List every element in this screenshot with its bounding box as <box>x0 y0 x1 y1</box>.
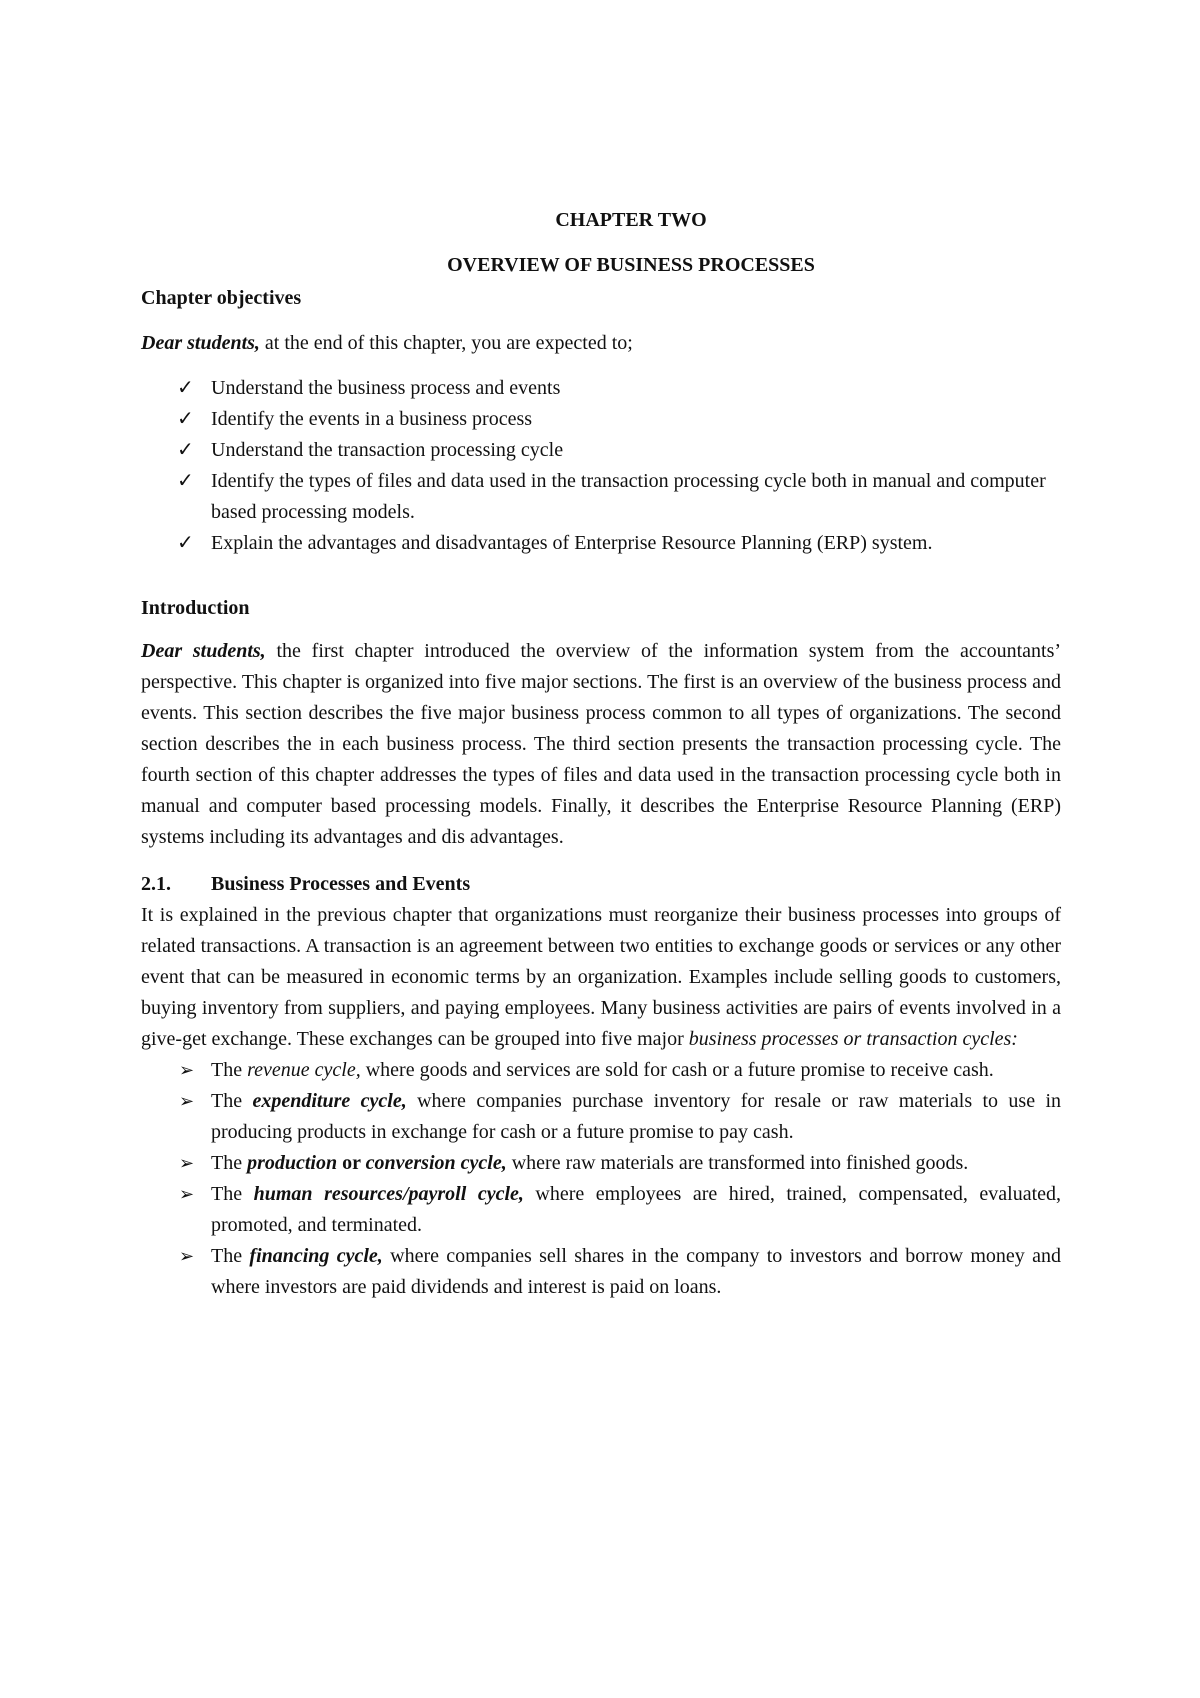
arrow-bullet-icon: ➢ <box>179 1153 195 1173</box>
objective-text: Identify the events in a business process <box>211 408 533 430</box>
cycle-description: where companies sell shares in the company to investors and borrow money and where investors are paid dividends and interest is paid on loans. <box>211 1245 1061 1298</box>
cycles-list <box>141 1055 1061 1303</box>
cycle-item-human-resources <box>141 1179 1061 1241</box>
chapter-label: CHAPTER TWO <box>555 209 707 231</box>
arrow-bullet-icon: ➢ <box>179 1184 195 1204</box>
chapter-title: OVERVIEW OF BUSINESS PROCESSES <box>447 254 815 276</box>
arrow-bullet-icon: ➢ <box>179 1246 195 1266</box>
cycle-description: where companies purchase inventory for resale or raw materials to use in producing products in exchange for cash or a future promise to pay cash. <box>211 1090 1062 1143</box>
cycle-term-joiner: or <box>337 1152 366 1174</box>
check-icon: ✓ <box>177 439 194 461</box>
cycle-term: human resources/payroll cycle, <box>253 1183 524 1205</box>
cycle-pre: The <box>211 1245 250 1267</box>
objectives-heading: Chapter objectives <box>141 287 302 309</box>
objective-item <box>141 373 1061 404</box>
objective-item <box>141 435 1061 466</box>
arrow-bullet-icon: ➢ <box>179 1091 195 1111</box>
introduction-heading: Introduction <box>141 597 250 619</box>
cycle-description: where raw materials are transformed into finished goods. <box>506 1152 969 1174</box>
arrow-bullet-icon: ➢ <box>179 1060 195 1080</box>
cycle-pre: The <box>211 1090 253 1112</box>
objective-item <box>141 466 1061 528</box>
cycle-pre: The <box>211 1152 248 1174</box>
cycle-term: production <box>247 1152 338 1174</box>
objective-text: Identify the types of files and data used in the transaction processing cycle both in manual and computer based processing models. <box>211 470 1046 523</box>
objective-text: Explain the advantages and disadvantages of Enterprise Resource Planning (ERP) system. <box>211 532 933 554</box>
section-body-italic: business processes or transaction cycles: <box>688 1028 1018 1050</box>
section-body: It is explained in the previous chapter that organizations must reorganize their business processes into groups of related transactions. A transaction is an agreement between two entities to exchange goods or services or any other event that can be measured in economic terms by an organization. Examples include selling goods to customers, buying inventory from suppliers, and paying employees. Many business activities are pairs of events involved in a give-get exchange. These exchanges can be grouped into five major <box>141 904 1061 1050</box>
cycle-term: expenditure cycle, <box>252 1090 407 1112</box>
introduction-body: the first chapter introduced the overview of the information system from the accountants’ perspective. This chapter is organized into five major sections. The first is an overview of the business process and events. This section describes the five major business process common to all types of organizations. The second section describes the in each business process. The third section presents the transaction processing cycle. The fourth section of this chapter addresses the types of files and data used in the transaction processing cycle both in manual and computer based processing models. Finally, it describes the Enterprise Resource Planning (ERP) systems including its advantages and dis advantages. <box>141 640 1062 848</box>
section-number: 2.1. <box>141 873 171 895</box>
section-heading <box>141 869 1061 900</box>
objective-text: Understand the transaction processing cycle <box>211 439 564 461</box>
objectives-list <box>141 373 1061 559</box>
cycle-term: revenue cycle, <box>247 1059 361 1081</box>
cycle-item-production <box>141 1148 1061 1179</box>
objective-text: Understand the business process and events <box>211 377 561 399</box>
objective-item <box>141 528 1061 559</box>
introduction-lead: Dear students, <box>141 640 266 662</box>
cycle-description: where goods and services are sold for cash or a future promise to receive cash. <box>360 1059 994 1081</box>
cycle-item-expenditure <box>141 1086 1061 1148</box>
cycle-pre: The <box>211 1059 248 1081</box>
objective-item <box>141 404 1061 435</box>
introduction-paragraph <box>141 636 1061 853</box>
cycle-description: where employees are hired, trained, compensated, evaluated, promoted, and terminated. <box>211 1183 1061 1236</box>
section-title: Business Processes and Events <box>211 873 471 895</box>
check-icon: ✓ <box>177 532 194 554</box>
cycle-pre: The <box>211 1183 254 1205</box>
cycle-item-financing <box>141 1241 1061 1303</box>
page-content <box>141 205 1061 1303</box>
check-icon: ✓ <box>177 408 194 430</box>
check-icon: ✓ <box>177 470 194 492</box>
objectives-intro-rest: at the end of this chapter, you are expected to; <box>259 332 633 354</box>
objectives-intro-lead: Dear students, <box>141 332 260 354</box>
cycle-term-alt: conversion cycle, <box>365 1152 507 1174</box>
check-icon: ✓ <box>177 377 194 399</box>
objectives-intro <box>141 328 1061 359</box>
cycle-item-revenue <box>141 1055 1061 1086</box>
cycle-term: financing cycle, <box>249 1245 383 1267</box>
section-paragraph <box>141 900 1061 1055</box>
